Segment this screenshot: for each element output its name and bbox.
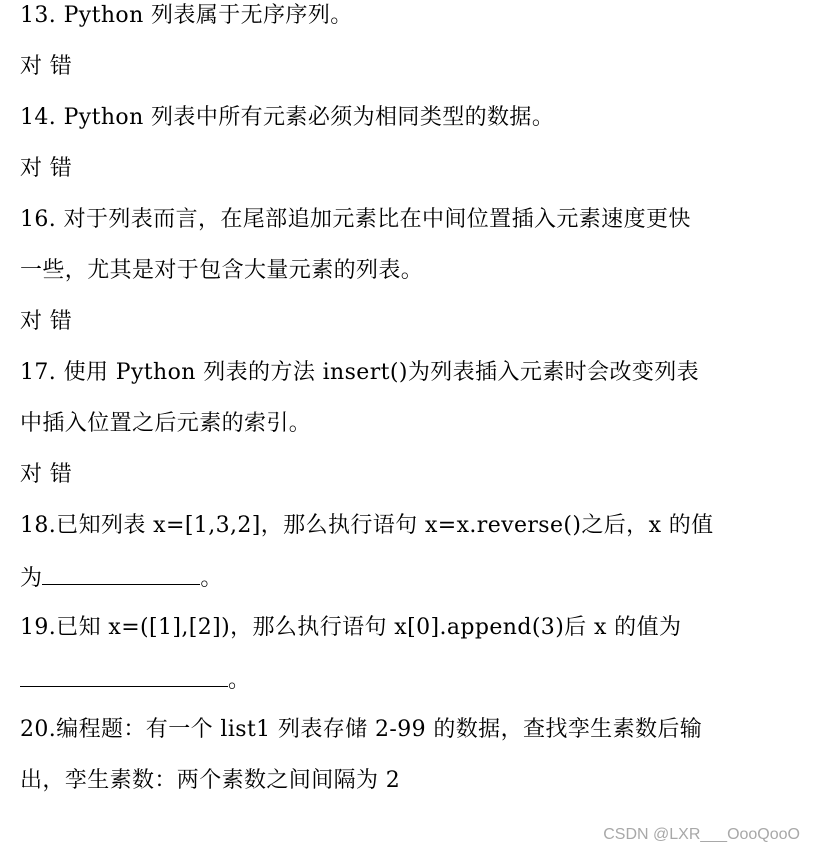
question-18-prefix: 为 — [20, 566, 43, 591]
answer-options-13: 对 错 — [20, 54, 73, 79]
question-13: 13. Python 列表属于无序序列。 — [20, 3, 353, 28]
answer-options-16: 对 错 — [20, 309, 73, 334]
question-20-line-1: 20.编程题：有一个 list1 列表存储 2-99 的数据，查找孪生素数后输 — [20, 717, 703, 742]
fill-in-blank-19 — [20, 664, 228, 687]
question-19-line-2 — [20, 663, 800, 714]
answer-options-14: 对 错 — [20, 156, 73, 181]
question-17-line-2: 中插入位置之后元素的索引。 — [20, 411, 312, 436]
question-16-line-2: 一些，尤其是对于包含大量元素的列表。 — [20, 258, 424, 283]
question-18-suffix: 。 — [200, 566, 223, 591]
question-19-suffix: 。 — [228, 668, 251, 693]
question-18-line-1: 18.已知列表 x=[1,3,2]，那么执行语句 x=x.reverse()之后，x 的值 — [20, 513, 714, 538]
csdn-watermark: CSDN @LXR___OooQooO — [603, 826, 800, 843]
question-14: 14. Python 列表中所有元素必须为相同类型的数据。 — [20, 105, 555, 130]
question-18-line-2 — [20, 561, 800, 612]
question-19-line-1: 19.已知 x=([1],[2])，那么执行语句 x[0].append(3)后 x 的值为 — [20, 615, 682, 640]
answer-options-17: 对 错 — [20, 462, 73, 487]
question-16-line-1: 16. 对于列表而言，在尾部追加元素比在中间位置插入元素速度更快 — [20, 207, 691, 232]
document-body — [20, 0, 800, 816]
question-17-line-1: 17. 使用 Python 列表的方法 insert()为列表插入元素时会改变列表 — [20, 360, 700, 385]
question-20-line-2: 出，孪生素数：两个素数之间间隔为 2 — [20, 768, 401, 793]
fill-in-blank-18 — [42, 562, 200, 585]
